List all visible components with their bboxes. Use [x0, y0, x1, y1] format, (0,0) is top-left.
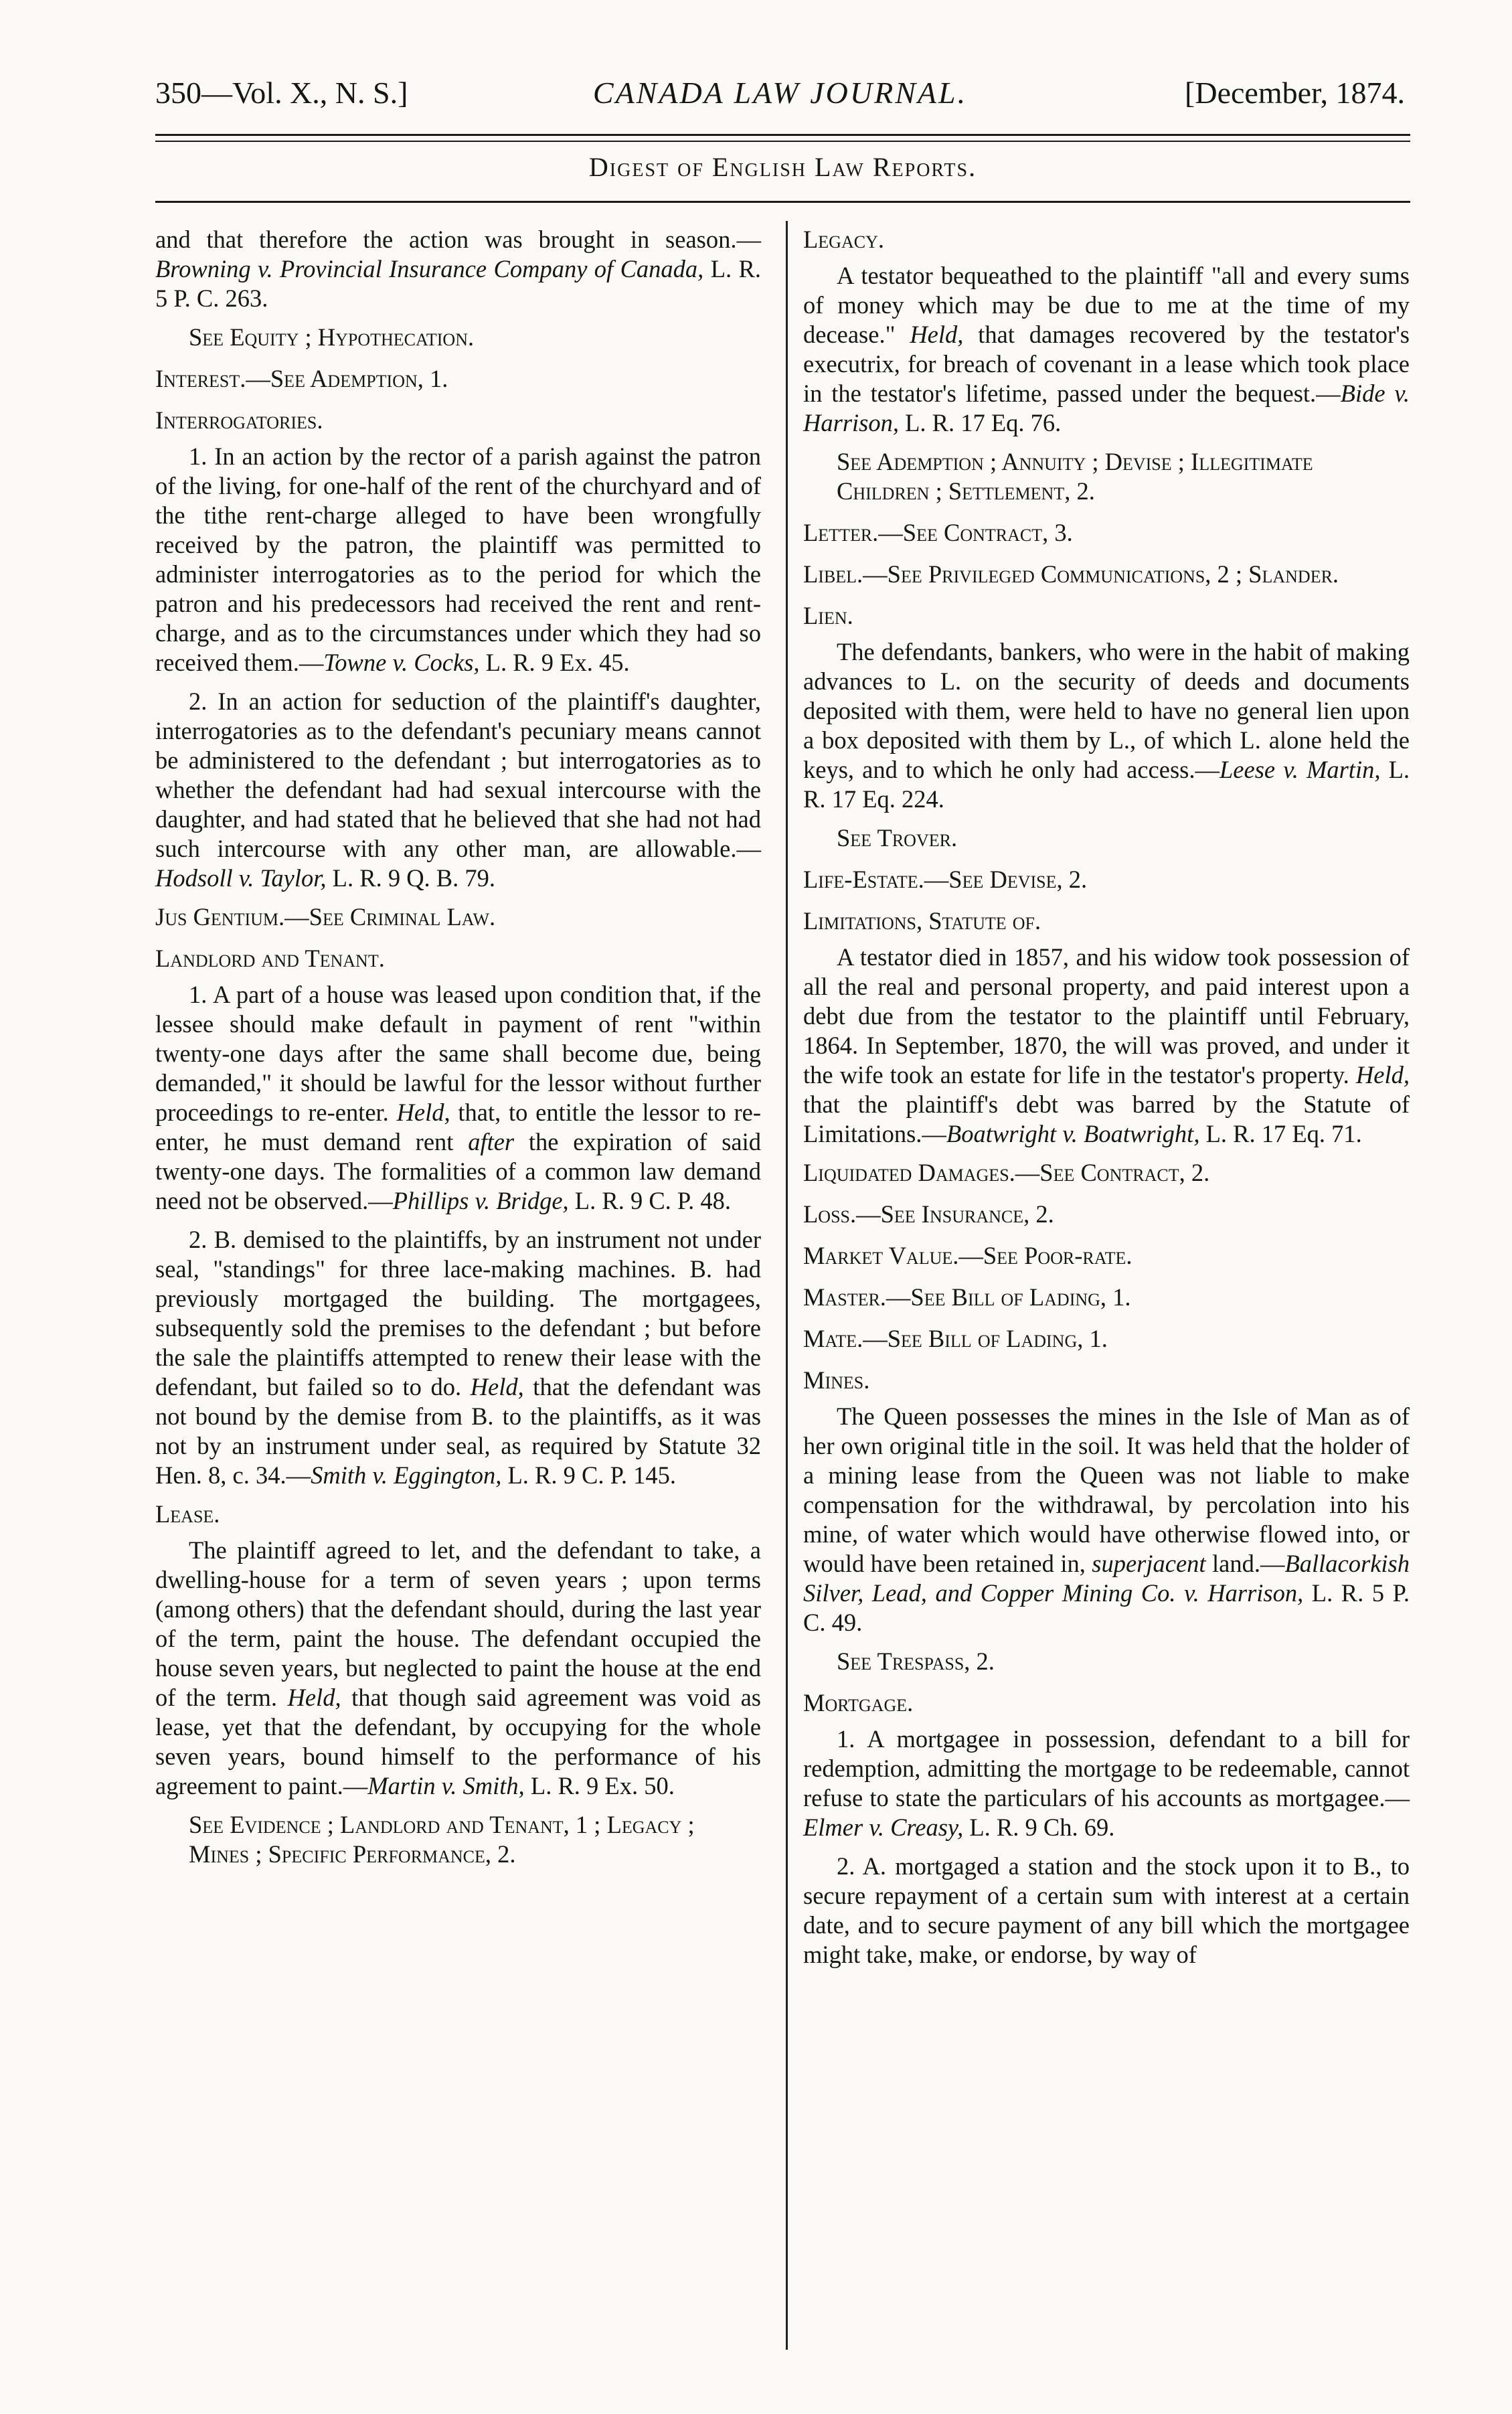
- paragraph: 1. A part of a house was leased upon condition that, if the lessee should make default in payment of rent "within twenty-one days after the same shall become due, being demanded," it should be lawful for the lessor without further proceedings to re-enter. Held, that, to entitle the lessor to re-enter, he must demand rent after the expiration of said twenty-one days. The formalities of a common law demand need not be observed.—Phillips v. Bridge, L. R. 9 C. P. 48.: [155, 981, 761, 1214]
- entry-loss: Loss.—See Insurance, 2.: [803, 1200, 1054, 1228]
- entry-life-estate: Life-Estate.—See Devise, 2.: [803, 866, 1088, 893]
- cross-reference: See Equity ; Hypothecation.: [189, 323, 475, 351]
- continued-entry: and that therefore the action was brought in season.—Browning v. Provincial Insurance Company of Canada, L. R. 5 P. C. 263.: [155, 226, 761, 312]
- entry-libel: Libel.—See Privileged Communications, 2 ; Slander.: [803, 560, 1339, 588]
- paragraph: 2. In an action for seduction of the plaintiff's daughter, interrogatories as to the defendant's pecuniary means cannot be administered to the defendant ; but interrogatories as to whether the defendant had had sexual intercourse with the daughter, and had stated that he believed that she had not had such intercourse with any other man, are allowable.—Hodsoll v. Taylor, L. R. 9 Q. B. 79.: [155, 688, 761, 892]
- paragraph: 1. A mortgagee in possession, defendant to a bill for redemption, admitting the mortgage to be redeemable, cannot refuse to state the particulars of his accounts as mortgagee.—Elmer v. Creasy, L. R. 9 Ch. 69.: [803, 1725, 1410, 1841]
- section-title: Digest of English Law Reports.: [588, 152, 977, 182]
- paragraph: The defendants, bankers, who were in the habit of making advances to L. on the security of deeds and documents deposited with them, were held to have no general lien upon a box deposited with them by L., of which L. alone held the keys, and to which he only had access.—Leese v. Martin, L. R. 17 Eq. 224.: [803, 638, 1410, 813]
- page-reference: 350—Vol. X., N. S.]: [155, 76, 408, 110]
- entry-letter: Letter.—See Contract, 3.: [803, 519, 1073, 546]
- entry-mate: Mate.—See Bill of Lading, 1.: [803, 1325, 1108, 1352]
- column-divider: [786, 221, 788, 2350]
- left-column: [155, 225, 761, 1881]
- header-rule-top: [155, 134, 1410, 136]
- paragraph: A testator died in 1857, and his widow took possession of all the real and personal property, and paid interest upon a debt due from the testator to the plaintiff until February, 1864. In September, 1870, the will was proved, and under it the wife took an estate for life in the testator's property. Held, that the plaintiff's debt was barred by the Statute of Limitations.—Boatwright v. Boatwright, L. R. 17 Eq. 71.: [803, 943, 1410, 1147]
- section-rule: [155, 201, 1410, 203]
- paragraph: 2. B. demised to the plaintiffs, by an instrument not under seal, "standings" for three lace-making machines. B. had previously mortgaged the building. The mortgagees, subsequently sold the premises to the defendant ; but before the sale the plaintiffs attempted to renew their lease with the defendant, but failed so to do. Held, that the defendant was not bound by the demise from B. to the plaintiffs, as it was not by an instrument under seal, as required by Statute 32 Hen. 8, c. 34.—Smith v. Eggington, L. R. 9 C. P. 145.: [155, 1226, 761, 1489]
- cross-reference: See Ademption ; Annuity ; Devise ; Illegitimate Children ; Settlement, 2.: [837, 448, 1313, 505]
- header-rule-second: [155, 141, 1410, 142]
- journal-title: CANADA LAW JOURNAL.: [592, 76, 968, 110]
- cross-reference: See Evidence ; Landlord and Tenant, 1 ; Legacy ; Mines ; Specific Performance, 2.: [189, 1811, 695, 1868]
- paragraph: A testator bequeathed to the plaintiff "all and every sums of money which may be due to me at the time of my decease." Held, that damages recovered by the testator's executrix, for breach of covenant in a lease which took place in the testator's lifetime, passed under the bequest.—Bide v. Harrison, L. R. 17 Eq. 76.: [803, 262, 1410, 436]
- heading-limitations: Limitations, Statute of.: [803, 907, 1041, 935]
- heading-interrogatories: Interrogatories.: [155, 406, 323, 434]
- paragraph: The plaintiff agreed to let, and the defendant to take, a dwelling-house for a term of seven years ; upon terms (among others) that the defendant should, during the last year of the term, paint the house. The defendant occupied the house seven years, but neglected to paint the house at the end of the term. Held, that though said agreement was void as lease, yet that the defendant, by occupying for the whole seven years, bound himself to the performance of his agreement to paint.—Martin v. Smith, L. R. 9 Ex. 50.: [155, 1536, 762, 1799]
- entry-liquidated-damages: Liquidated Damages.—See Contract, 2.: [803, 1159, 1210, 1186]
- heading-lien: Lien.: [803, 602, 853, 629]
- heading-mines: Mines.: [803, 1366, 870, 1394]
- heading-legacy: Legacy.: [803, 226, 884, 253]
- entry-master: Master.—See Bill of Lading, 1.: [803, 1283, 1131, 1311]
- paragraph: 2. A. mortgaged a station and the stock upon it to B., to secure repayment of a certain sum with interest at a certain date, and to secure payment of any bill which the mortgagee might take, make, or endorse, by way of: [803, 1852, 1410, 1968]
- cross-reference: See Trover.: [837, 824, 958, 852]
- cross-reference: See Trespass, 2.: [837, 1647, 995, 1675]
- paragraph: The Queen possesses the mines in the Isle of Man as of her own original title in the soil. It was held that the holder of a mining lease from the Queen was not liable to make compensation for the withdrawal, by percolation into his mine, of water which would have otherwise flowed into, or would have been retained in, superjacent land.—Ballacorkish Silver, Lead, and Copper Mining Co. v. Harrison, L. R. 5 P. C. 49.: [803, 1402, 1410, 1636]
- entry-market-value: Market Value.—See Poor-rate.: [803, 1242, 1132, 1269]
- entry-jus-gentium: Jus Gentium.—See Criminal Law.: [155, 903, 496, 931]
- heading-mortgage: Mortgage.: [803, 1689, 914, 1716]
- heading-landlord-tenant: Landlord and Tenant.: [155, 945, 385, 972]
- entry-interest: Interest.—See Ademption, 1.: [155, 365, 448, 392]
- paragraph: 1. In an action by the rector of a parish against the patron of the living, for one-half of the rent of the churchyard and of the tithe rent-charge alleged to have been wrongfully received by the patron, the plaintiff was permitted to administer interrogatories as to the period for which the patron and his predecessors had received the rent and rent-charge, and as to the circumstances under which they had so received them.—Towne v. Cocks, L. R. 9 Ex. 45.: [155, 442, 761, 676]
- running-header: [155, 75, 1405, 122]
- right-column: [803, 225, 1410, 1979]
- heading-lease: Lease.: [155, 1500, 220, 1528]
- issue-date: [December, 1874.: [1185, 76, 1405, 110]
